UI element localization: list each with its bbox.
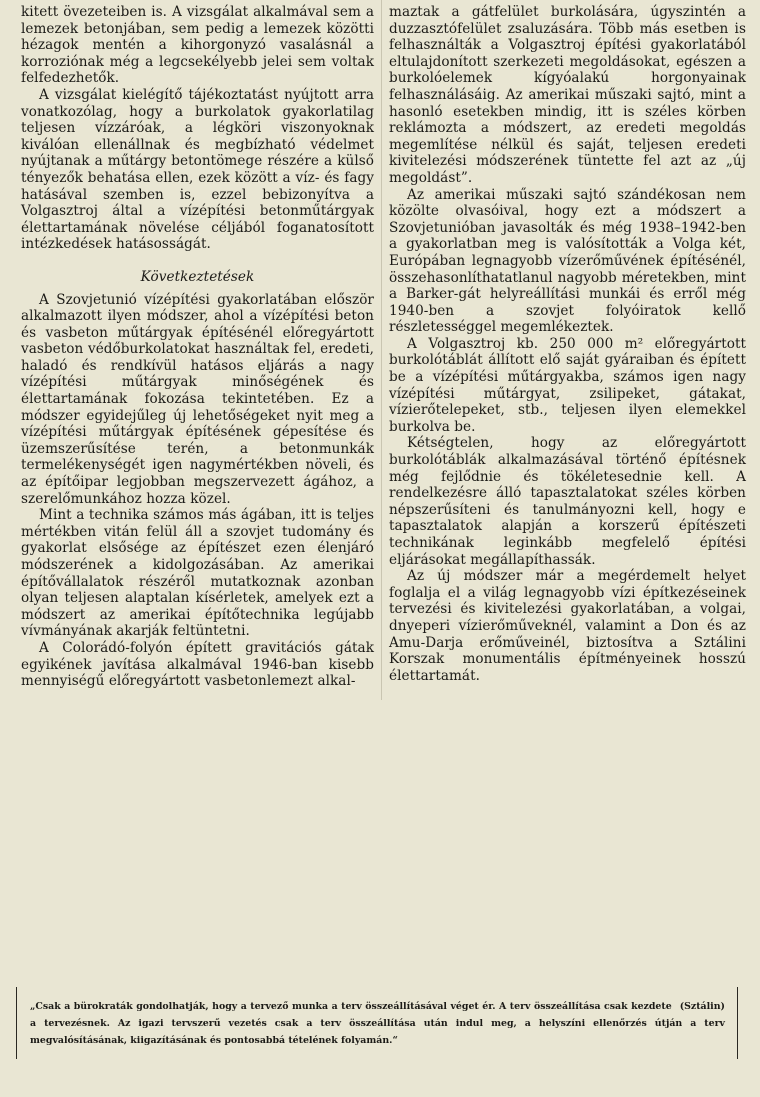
quote-box xyxy=(16,987,738,1059)
quote-text: „Csak a bürokraták gondolhatják, hogy a tervező munka a terv összeállításával véget ér. A terv összeállítása csak kezdete a tervezésnek. Az igazi tervszerű vezetés csak a terv összeállítása után indul meg, a helyszíni ellenőrzés útján a terv megvalósításának, kiigazításának és pontosabbá tételének folyamán.“ xyxy=(30,1001,725,1047)
paragraph: maztak a gátfelület burkolására, úgyszintén a duzzasztófelület zsaluzására. Több más esetben is felhasználták a Volgasztroj építési gyakorlatából eltulajdonított szerkezeti megoldásokat, egészen a burkolóelemek kígyóalakú horgonyainak felhasználásáig. Az amerikai műszaki sajtó, mint a hasonló esetekben mindig, itt is széles körben reklámozta a módszert, az eredeti megoldás megemlítése nélkül és saját, teljesen eredeti kivitelezési módszerének tüntette fel azt az „új megoldást”. xyxy=(389,4,746,186)
paragraph: Az új módszer már a megérdemelt helyet foglalja el a világ legnagyobb vízi építkezéseinek tervezési és kivitelezési gyakorlatában, a volgai, dnyeperi vízierőműveknél, valamint a Don és az Amu-Darja erőműveinél, biztosítva a Sztálini Korszak monumentális építményeinek hosszú élettartamát. xyxy=(389,568,746,684)
column-divider xyxy=(381,0,382,700)
paragraph: A Colorádó-folyón épített gravitációs gátak egyikének javítása alkalmával 1946-ban kisebb mennyiségű előregyártott vasbetonlemezt alkal- xyxy=(21,639,374,690)
paragraph: Kétségtelen, hogy az előregyártott burkolótáblák alkalmazásával történő építésnek még fejlődnie és tökéletesednie kell. A rendelkezésre álló tapasztalatokat széles körben népszerűsíteni és tanulmányozni kell, hogy e tapasztalatok alapján a korszerű építészeti technikának leginkább megfelelő építési eljárásokat megállapíthassák. xyxy=(389,435,746,568)
paragraph: A Szovjetunió vízépítési gyakorlatában először alkalmazott ilyen módszer, ahol a vízépítési beton és vasbeton műtárgyak építésénél előregyártott vasbeton védőburkolatokat használtak fel, eredeti, haladó és rendkívül hatásos eljárás a nagy vízépítési műtárgyak minőségének és élettartamának fokozása tekintetében. Ez a módszer egyidejűleg új lehetőségeket nyit meg a vízépítési műtárgyak építésének gépesítése és üzemszerűsítése terén, a betonmunkák termelékenységét igen nagymértékben növeli, és az építőipar legjobban megszervezett ágához, a szerelőmunkához hozza közel. xyxy=(21,291,374,507)
paragraph: A Volgasztroj kb. 250 000 m² előregyártott burkolótáblát állított elő saját gyáraiban és épített be a vízépítési műtárgyakba, számos igen nagy vízépítési műtárgyat, zsilipeket, gátakat, vízierőtelepeket, stb., teljesen ilyen elemekkel burkolva be. xyxy=(389,335,746,435)
right-column xyxy=(389,4,746,684)
section-heading: Következtetések xyxy=(140,268,255,285)
paragraph: Mint a technika számos más ágában, itt is teljes mértékben vitán felül áll a szovjet tudomány és gyakorlat elsősége az építészet ezen élenjáró módszerének a kidolgozásában. Az amerikai építővállalatok részéről mutatkoznak azonban olyan teljesen alaptalan kísérletek, amelyek ezt a módszert az amerikai építőtechnika legújabb vívmányának akarják feltüntetni. xyxy=(21,507,374,640)
paragraph: kitett övezeteiben is. A vizsgálat alkalmával sem a lemezek betonjában, sem pedig a lemezek közötti hézagok mentén a kihorgonyzó vasalásnál a korroziónak még a legcsekélyebb jelei sem voltak felfedezhetők. xyxy=(21,4,374,87)
paragraph: A vizsgálat kielégítő tájékoztatást nyújtott arra vonatkozólag, hogy a burkolatok gyakorlatilag teljesen vízzáróak, a légköri viszonyoknak kiválóan ellenállnak és megbízható védelmet nyújtanak a műtárgy betontömege részére a külső tényezők behatása ellen, ezek között a víz- és fagy hatásával szemben is, ezzel bebizonyítva a Volgasztroj által a vízépítési betonműtárgyak élettartamának növelése céljából foganatosított intézkedések hatásosságát. xyxy=(21,86,374,253)
paragraph: Az amerikai műszaki sajtó szándékosan nem közölte olvasóival, hogy ezt a módszert a Szovjetunióban javasolták és még 1938–1942-ben a gyakorlatban meg is valósították a Volga két, Európában legnagyobb vízerőművének építésénél, összehasonlíthatatlanul nagyobb méretekben, mint a Barker-gát helyreállítási munkái és erről még 1940-ben a szovjet folyóiratok kellő részletességgel megemlékeztek. xyxy=(389,186,746,336)
left-column xyxy=(21,4,374,690)
quote-attribution: (Sztálin) xyxy=(679,1001,725,1012)
